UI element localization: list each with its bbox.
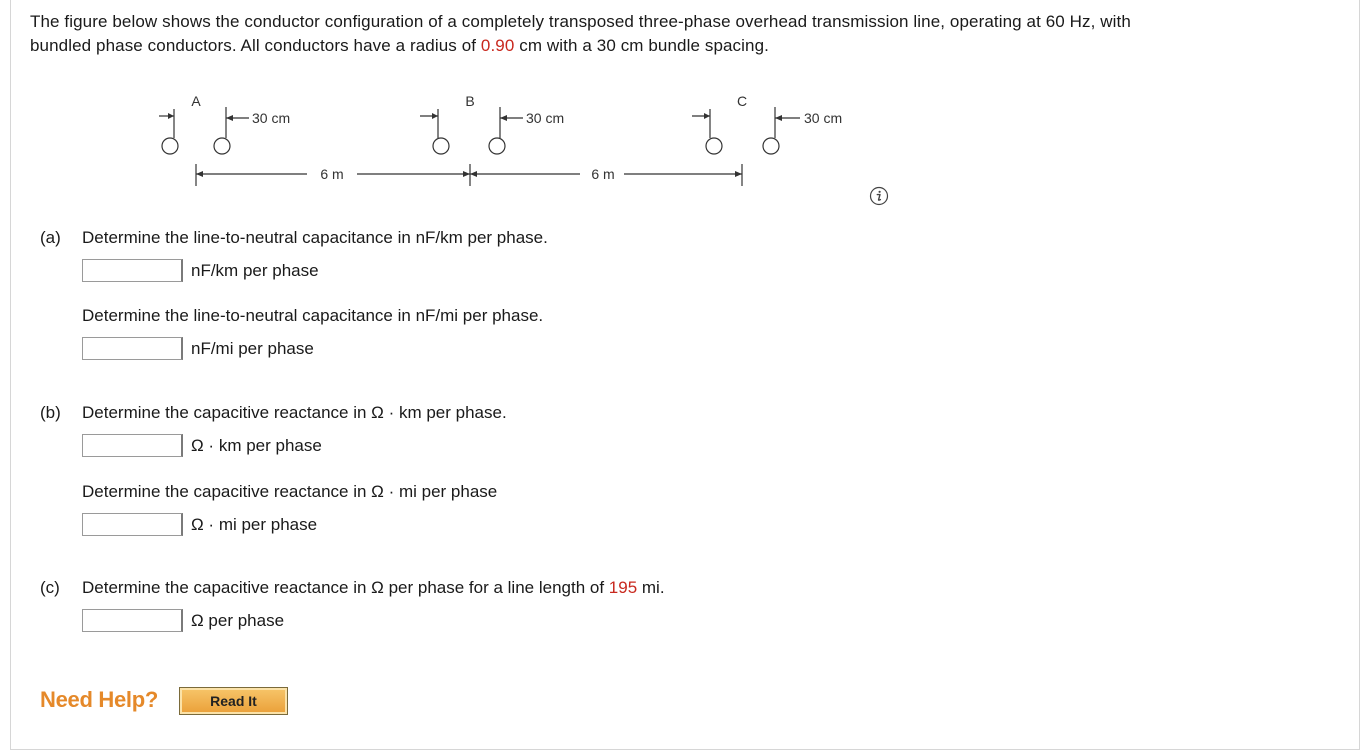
need-help-label: Need Help? — [40, 687, 159, 712]
part-a-capacitance-km-input[interactable] — [82, 259, 183, 282]
part-c-question — [82, 577, 665, 599]
part-a-capacitance-mi-input[interactable] — [82, 337, 183, 360]
phase-b-bundle — [420, 107, 523, 154]
part-c-question-end: mi. — [637, 578, 665, 597]
part-b-answer-row-2 — [82, 513, 317, 536]
phase-c-conductor-1 — [706, 138, 722, 154]
phase-c-pointer-arrow — [704, 113, 710, 119]
part-c-unit: Ω per phase — [191, 610, 285, 630]
part-a-unit-1: nF/km per phase — [191, 260, 319, 280]
part-b-reactance-km-input[interactable] — [82, 434, 183, 457]
phase-b-pointer-arrow — [432, 113, 438, 119]
dim-arrow-a-right — [196, 171, 203, 177]
phase-b-bundle-spacing-label: 30 cm — [526, 110, 565, 126]
intro-line-2 — [30, 34, 1330, 58]
phase-c-bundle-arrow — [775, 115, 782, 121]
phase-spacing-bc-label: 6 m — [591, 166, 615, 182]
phase-b-label: B — [465, 93, 475, 109]
phase-a-label: A — [191, 93, 201, 109]
part-c-answer-row — [82, 609, 284, 632]
part-b-unit-1: Ω · km per phase — [191, 435, 322, 455]
part-c-label: (c) — [40, 578, 60, 597]
line-length-value: 195 — [608, 578, 638, 597]
phase-a-pointer-arrow — [168, 113, 174, 119]
phase-c-label: C — [736, 93, 748, 109]
phase-c-bundle — [692, 107, 800, 154]
part-b-reactance-mi-input[interactable] — [82, 513, 183, 536]
phase-a-conductor-2 — [214, 138, 230, 154]
phase-spacing-dimensions — [196, 164, 742, 186]
phase-c-conductor-2 — [763, 138, 779, 154]
phase-b-conductor-1 — [433, 138, 449, 154]
dim-arrow-c-left — [735, 171, 742, 177]
info-icon[interactable] — [869, 186, 889, 206]
part-b-unit-2: Ω · mi per phase — [191, 514, 318, 534]
part-c-reactance-input[interactable] — [82, 609, 183, 632]
radius-value: 0.90 — [480, 36, 515, 55]
part-b-label: (b) — [40, 403, 61, 422]
read-it-button[interactable]: Read It — [179, 687, 288, 715]
part-a-question-2: Determine the line-to-neutral capacitance in nF/mi per phase. — [82, 306, 544, 325]
problem-intro — [30, 10, 1330, 58]
intro-line-2-start: bundled phase conductors. All conductors have a radius of — [30, 36, 481, 55]
conductor-configuration-figure — [130, 86, 870, 196]
part-c-question-start: Determine the capacitive reactance in Ω per phase for a line length of — [82, 578, 609, 597]
phase-c-bundle-spacing-label: 30 cm — [804, 110, 843, 126]
part-a-question-1: Determine the line-to-neutral capacitance in nF/km per phase. — [82, 228, 548, 247]
part-b-answer-row-1 — [82, 434, 322, 457]
phase-a-bundle-spacing-label: 30 cm — [252, 110, 291, 126]
phase-spacing-ab-label: 6 m — [320, 166, 344, 182]
intro-line-2-end: cm with a 30 cm bundle spacing. — [514, 36, 769, 55]
part-b-question-2: Determine the capacitive reactance in Ω · mi per phase — [82, 482, 498, 501]
part-a-label: (a) — [40, 228, 61, 247]
part-b-question-1: Determine the capacitive reactance in Ω · km per phase. — [82, 403, 507, 422]
phase-b-bundle-arrow — [500, 115, 507, 121]
dim-arrow-b-left — [463, 171, 470, 177]
phase-b-conductor-2 — [489, 138, 505, 154]
part-a-answer-row-1 — [82, 259, 319, 282]
phase-a-bundle-arrow — [226, 115, 233, 121]
intro-line-1: The figure below shows the conductor configuration of a completely transposed three-phase overhead transmission line, operating at 60 Hz, with — [30, 12, 1131, 31]
dim-arrow-b-right — [470, 171, 477, 177]
phase-a-conductor-1 — [162, 138, 178, 154]
part-a-answer-row-2 — [82, 337, 314, 360]
phase-a-bundle — [159, 107, 249, 154]
part-a-unit-2: nF/mi per phase — [191, 338, 314, 358]
